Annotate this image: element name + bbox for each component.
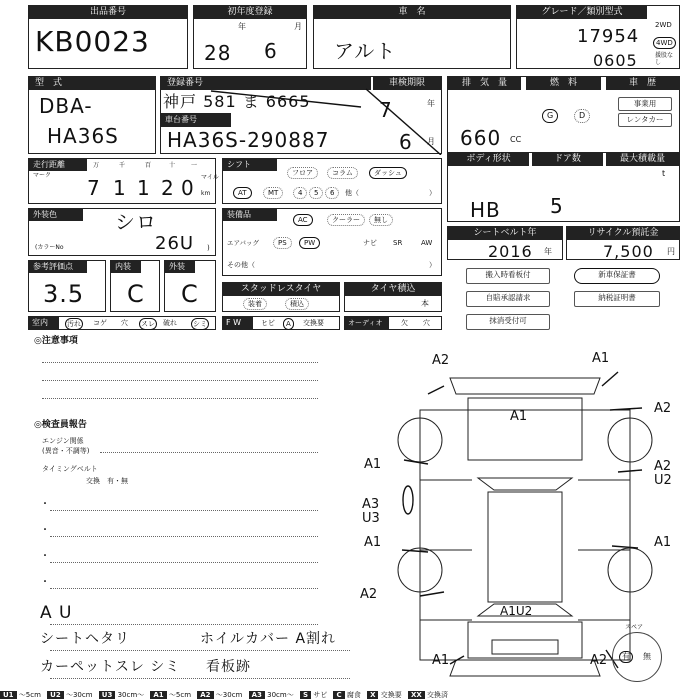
recycle-unit: 円 [667, 247, 675, 256]
lot-number-label: 出品番号 [29, 6, 187, 19]
legend-code: U3 [99, 691, 116, 699]
interior-condition-bar [58, 316, 216, 330]
first-registration-box [193, 5, 307, 69]
spare-yes: 有 [619, 651, 633, 663]
legend-item [150, 690, 191, 700]
diag-mark-left-rear-door: A1 [364, 535, 382, 550]
studless-box [222, 282, 340, 312]
report-item-au: A U [40, 603, 73, 623]
fw-label: F W [222, 316, 252, 330]
registration-month: 6 [264, 39, 278, 63]
report-line-4 [50, 588, 318, 589]
legend-desc: 腐食 [346, 691, 361, 699]
grade-bottom: 0605 [593, 51, 638, 70]
equipment-airbag: エアバッグ [227, 239, 259, 247]
engine-sub: (異音・不調等) [42, 447, 90, 455]
equipment-aw: AW [421, 239, 433, 247]
fw-item-2: 交換要 [303, 319, 324, 327]
legend-item [197, 690, 242, 700]
registration-box [160, 76, 442, 154]
inspection-month-unit: 月 [427, 137, 435, 146]
shift-box [222, 158, 442, 204]
legend-desc: ～5cm [18, 691, 41, 699]
fw-item-0: ヒビ [261, 319, 275, 327]
roof-outline [488, 492, 562, 602]
equipment-ps: PS [273, 237, 292, 249]
shift-4: 4 [293, 187, 307, 199]
equipment-other: その他（ [227, 261, 255, 269]
report-note-wheel: ホイルカバー A割れ [200, 631, 337, 647]
legend-code: A2 [197, 691, 213, 699]
doors-label: ドア数 [532, 153, 603, 166]
seatbelt-year-unit: 年 [544, 247, 552, 256]
legend-bar [0, 690, 700, 700]
model-type-box [28, 76, 156, 154]
displacement-value: 660 [460, 126, 502, 150]
model-type-label: 型 式 [29, 77, 155, 90]
notes-title: ◎注意事項 [34, 336, 78, 346]
drive-other: 援股なし [655, 52, 674, 66]
seatbelt-box [447, 226, 563, 260]
cc-unit: CC [510, 135, 522, 144]
shift-5: 5 [309, 187, 323, 199]
spare-tire-unit: 本 [421, 299, 429, 308]
mileage-label: 走行距離 [29, 159, 87, 171]
fw-item-1: A [283, 318, 294, 330]
recycle-value: 7,500 [603, 242, 654, 261]
legend-desc: ～30cm [215, 691, 243, 699]
windshield-outline [478, 478, 572, 490]
diag-mark-rear-center: A1U2 [500, 604, 533, 618]
equipment-cooler: クーラー [327, 214, 365, 226]
car-name: アルト [334, 39, 397, 63]
interior-item-1: コゲ [93, 319, 107, 327]
exterior-grade-label: 外装 [165, 261, 195, 273]
equipment-other-close: ） [429, 261, 436, 269]
timing-label: タイミングベルト [42, 465, 98, 473]
report-line-5 [50, 624, 318, 625]
legend-code: C [333, 691, 344, 699]
equipment-pw: PW [299, 237, 320, 249]
reference-grade-value: 3.5 [43, 280, 85, 308]
legend-code: XX [408, 691, 425, 699]
bullet-3: ・ [40, 551, 50, 562]
mileage-unit-3: 十 [169, 162, 176, 169]
mileage-digit-0: 7 [87, 176, 101, 200]
interior-item-5: シミ [193, 320, 207, 328]
equipment-box [222, 208, 442, 276]
rear-bumper-outline [450, 660, 600, 676]
shift-floor: フロア [287, 167, 318, 179]
interior-condition-label: 室内 [28, 316, 58, 330]
legend-desc: ～5cm [168, 691, 192, 699]
grade-box [516, 5, 680, 69]
mileage-digit-4: 0 [181, 176, 195, 200]
doc-cancel: 抹消受付可 [466, 314, 550, 330]
reference-grade-label: 参考評価点 [29, 261, 87, 273]
hood-outline [468, 398, 582, 460]
legend-desc: 交換要 [380, 691, 402, 699]
bullet-1: ・ [40, 499, 50, 510]
rear-plate-outline [492, 640, 558, 654]
exterior-color-label: 外装色 [29, 209, 83, 221]
year-unit: 年 [238, 22, 246, 31]
displacement-label: 排 気 量 [448, 77, 521, 90]
reference-grade-box [28, 260, 106, 312]
mileage-unit-0: 万 [93, 162, 100, 169]
legend-desc: 30cm～ [267, 691, 294, 699]
diag-mark-front-left-top: A2 [432, 353, 450, 368]
audio-bar [388, 316, 442, 330]
spare-tire-box [344, 282, 442, 312]
exterior-grade-box [164, 260, 216, 312]
mileage-unit-2: 百 [145, 162, 152, 169]
audio-label: オーディオ [344, 316, 388, 330]
legend-item [99, 690, 144, 700]
legend-code: A3 [249, 691, 265, 699]
seatbelt-year: 2016 [488, 242, 533, 261]
diag-mark-right-front-door: A2 [654, 459, 672, 474]
engine-label: エンジン関係 [42, 437, 84, 445]
legend-desc: サビ [313, 691, 328, 699]
mileage-digit-3: 2 [161, 176, 175, 200]
inspection-month: 6 [399, 130, 413, 154]
legend-item [0, 690, 41, 700]
spare-no: 無 [643, 652, 651, 661]
history-business: 事業用 [618, 97, 672, 111]
legend-code: U2 [47, 691, 64, 699]
exterior-color-value: シロ [115, 210, 157, 234]
mileage-unit-4: 一 [191, 162, 198, 169]
diag-mark-rear-left-bottom: A1 [432, 653, 450, 668]
fuel-d: D [574, 109, 590, 123]
diag-mark-front-right-top: A1 [592, 351, 610, 366]
doc-warranty: 新車保証書 [574, 268, 660, 284]
fw-bar [252, 316, 340, 330]
shift-mt: MT [263, 187, 283, 199]
first-registration-label: 初年度登録 [194, 6, 306, 19]
spare-label: スペア [625, 624, 644, 631]
mileage-digit-2: 1 [137, 176, 151, 200]
doc-tax-cert: 納税証明書 [574, 291, 660, 307]
inspection-label: 車検期限 [373, 77, 441, 90]
doc-self-confirm: 自賠承認請求 [466, 291, 550, 307]
legend-code: A1 [150, 691, 166, 699]
lot-number: KB0023 [35, 25, 150, 58]
studless-on: 装着 [243, 298, 267, 310]
studless-included: 積込 [285, 298, 309, 310]
spare-tire-label: タイヤ積込 [345, 283, 441, 296]
interior-grade-label: 内装 [111, 261, 141, 273]
equipment-label: 装備品 [223, 209, 277, 221]
shift-dash: ダッシュ [369, 167, 407, 179]
shift-at: AT [233, 187, 252, 199]
drive-4wd: 4WD [653, 37, 676, 49]
legend-item [408, 690, 448, 700]
exterior-grade-value: C [181, 280, 199, 308]
model-type-line1: DBA- [39, 94, 93, 118]
legend-desc: 交換済 [426, 691, 448, 699]
shift-label: シフト [223, 159, 277, 171]
registration-year: 28 [204, 41, 232, 65]
equipment-ac: AC [293, 214, 313, 226]
doc-deregistered: 搬入時看板付 [466, 268, 550, 284]
bullet-2: ・ [40, 525, 50, 536]
body-box [447, 152, 680, 222]
report-line-3 [50, 562, 318, 563]
equipment-navi: ナビ [363, 239, 377, 247]
model-type-line2: HA36S [47, 124, 119, 148]
registration-number: 神戸 581 ま 6665 [163, 92, 311, 111]
legend-code: U1 [0, 691, 17, 699]
lot-number-box [28, 5, 188, 69]
fuel-label: 燃 料 [526, 77, 601, 90]
bullet-4: ・ [40, 577, 50, 588]
interior-item-0: 汚れ [67, 320, 81, 328]
recycle-label: リサイクル預託金 [567, 227, 679, 240]
interior-item-4: 破れ [163, 319, 177, 327]
chassis-label: 車台番号 [161, 113, 231, 127]
audio-item-1: 穴 [423, 319, 430, 327]
inspection-year-unit: 年 [427, 99, 435, 108]
audio-item-0: 欠 [401, 319, 408, 327]
drive-2wd: 2WD [655, 21, 672, 29]
color-code-close: ) [207, 244, 210, 252]
report-line-1 [50, 510, 318, 511]
equipment-sr: SR [393, 239, 403, 247]
body-shape-label: ボディ形状 [448, 153, 529, 166]
grade-label: グレード／類別型式 [517, 6, 647, 19]
color-code-label: (カラーNo [35, 244, 64, 251]
legend-code: S [300, 691, 311, 699]
color-code-value: 26U [155, 233, 195, 254]
interior-item-3: スレ [141, 320, 155, 328]
inspection-year: 7 [379, 98, 393, 122]
car-name-box [313, 5, 511, 69]
notes-line-2 [42, 380, 318, 381]
timing-sub: 交換 有・無 [86, 477, 128, 485]
recycle-box [566, 226, 680, 260]
mileage-box [28, 158, 219, 204]
equipment-none: 無し [369, 214, 393, 226]
legend-desc: ～30cm [65, 691, 93, 699]
mileage-mark-label: マーク [33, 172, 52, 179]
diag-mark-right-rear: A1 [654, 535, 672, 550]
report-item-seat: シートヘタリ [40, 631, 130, 647]
studless-label: スタッドレスタイヤ [223, 283, 339, 296]
front-bumper-outline [450, 378, 600, 394]
diag-mark-right-front-fender: A2 [654, 401, 672, 416]
spare-indicator [612, 624, 662, 682]
capacity-unit: t [662, 169, 666, 178]
legend-item [47, 690, 92, 700]
interior-grade-value: C [127, 280, 145, 308]
report-item-carpet: カーペットスレ シミ [40, 659, 181, 675]
legend-item [333, 690, 360, 700]
legend-item [367, 690, 402, 700]
diag-mark-right-front-door-u: U2 [654, 473, 672, 488]
mileage-digit-1: 1 [113, 176, 127, 200]
shift-6: 6 [325, 187, 339, 199]
interior-grade-box [110, 260, 160, 312]
fuel-g: G [542, 109, 558, 123]
legend-item [300, 690, 327, 700]
legend-desc: 30cm～ [117, 691, 145, 699]
mileage-unit-1: 千 [119, 162, 126, 169]
report-line-6 [50, 650, 350, 651]
history-label: 車 歴 [606, 77, 679, 90]
report-line-2 [50, 536, 318, 537]
interior-item-2: 穴 [121, 319, 128, 327]
diag-mark-left-door-a3: A3 [362, 497, 380, 512]
diag-mark-left-rear-bottom: A2 [360, 587, 378, 602]
diag-mark-hood: A1 [510, 409, 528, 424]
seatbelt-label: シートベルト年 [448, 227, 562, 240]
shift-other-close: ） [429, 189, 436, 197]
engine-line [100, 452, 318, 453]
cross-out-strike [161, 77, 443, 155]
body-shape-value: HB [470, 198, 501, 222]
exterior-color-box [28, 208, 216, 256]
report-line-7 [50, 678, 350, 679]
car-name-label: 車 名 [314, 6, 510, 19]
chassis-number: HA36S-290887 [167, 128, 330, 152]
shift-column: コラム [327, 167, 358, 179]
engine-box [447, 76, 680, 154]
notes-line-3 [42, 398, 318, 399]
diag-mark-left-front-fender: A1 [364, 457, 382, 472]
legend-code: X [367, 691, 378, 699]
month-unit: 月 [294, 22, 302, 31]
history-rental: レンタカー [618, 113, 672, 127]
capacity-label: 最大積載量 [606, 153, 679, 166]
mileage-km-label: km [201, 190, 211, 197]
notes-line-1 [42, 362, 318, 363]
diag-mark-rear-right-bottom: A2 [590, 653, 608, 668]
grade-top: 17954 [577, 26, 640, 47]
diag-mark-left-door-u3: U3 [362, 511, 380, 526]
legend-item [249, 690, 294, 700]
report-note-sign: 看板跡 [206, 659, 251, 675]
shift-other: 他（ [345, 189, 359, 197]
inspector-title: ◎検査員報告 [34, 420, 87, 430]
doors-value: 5 [550, 194, 564, 218]
mileage-mile-label: マイル [201, 174, 219, 181]
registration-label: 登録番号 [161, 77, 371, 90]
